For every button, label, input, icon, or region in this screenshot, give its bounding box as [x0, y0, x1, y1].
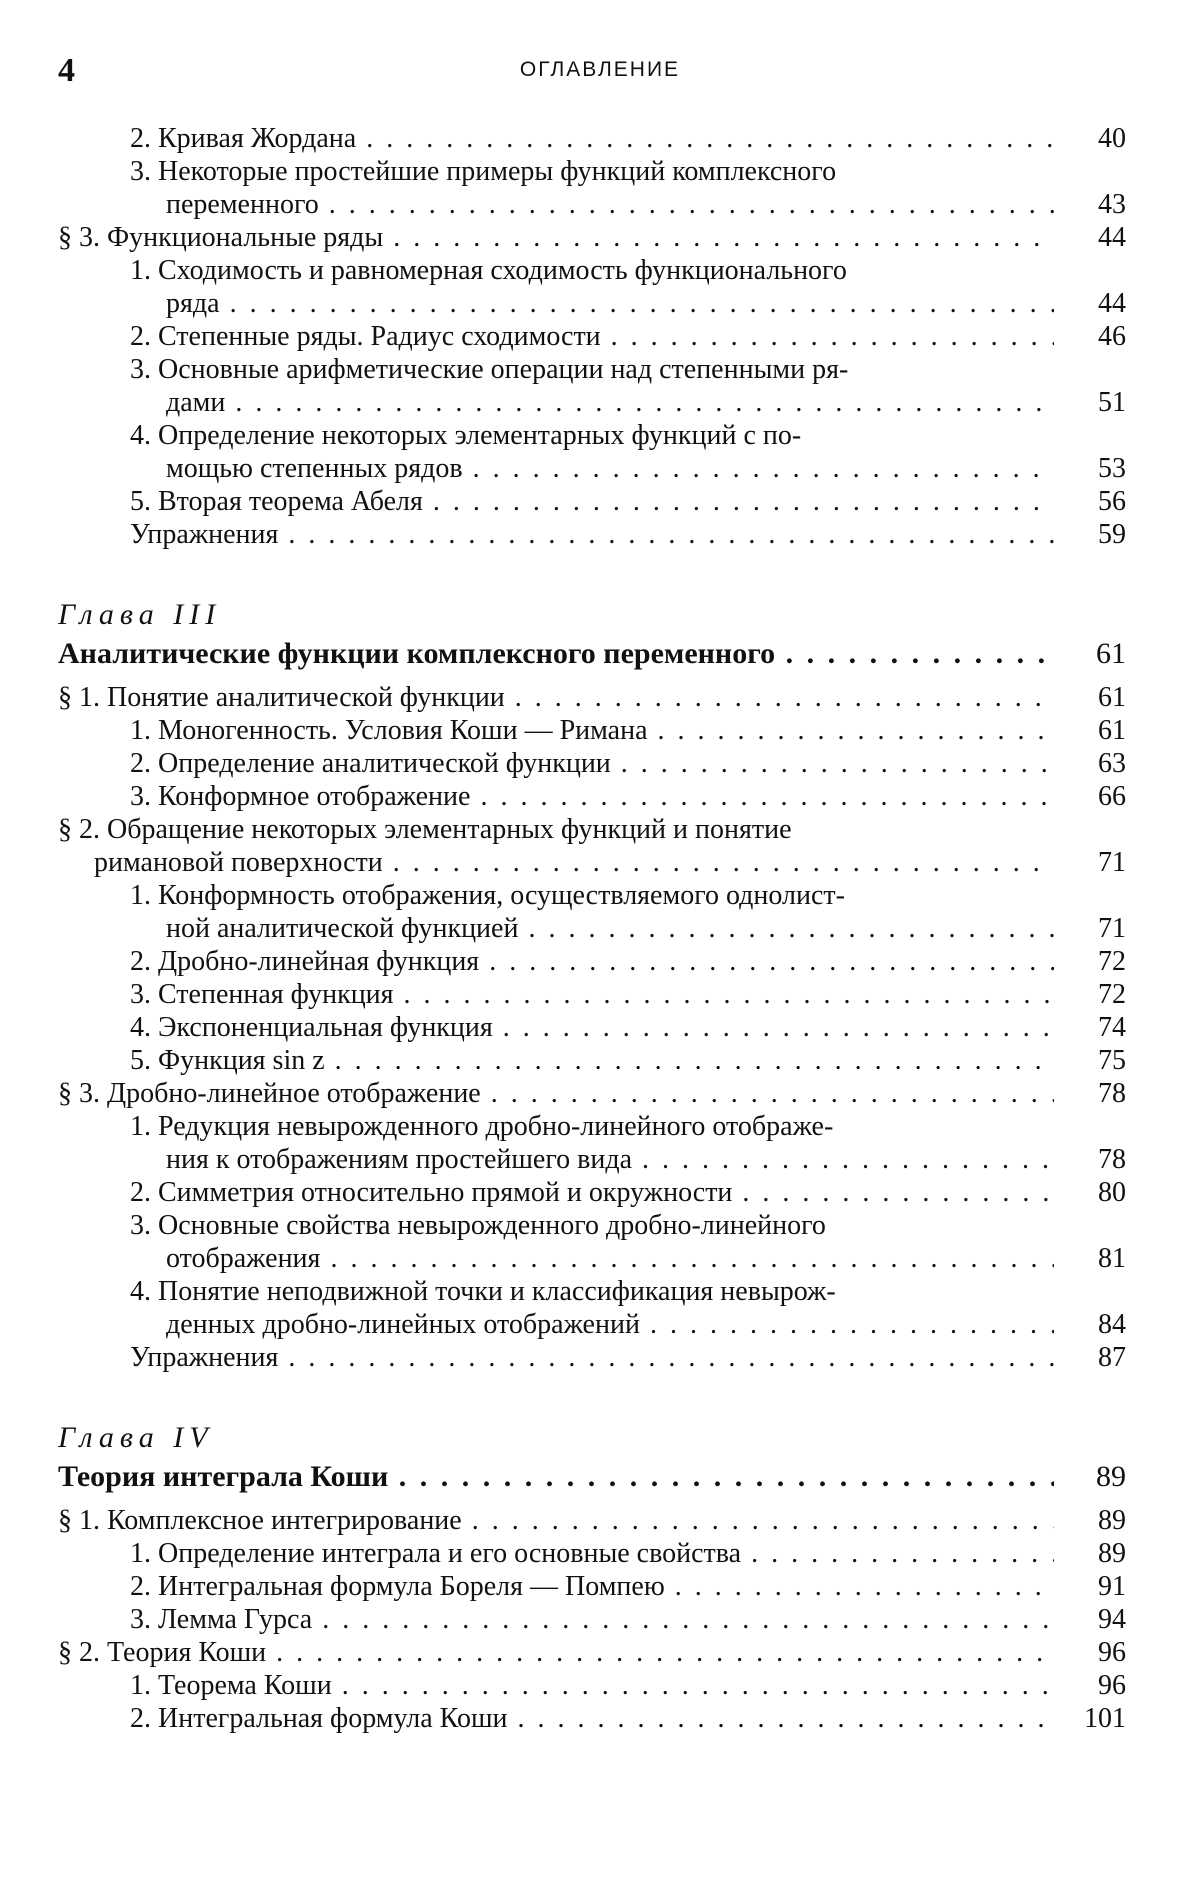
page-ref: 94	[1068, 1603, 1126, 1636]
entry-title: Определение интеграла и его основные свойства	[158, 1538, 742, 1569]
entry-number: 3.	[130, 354, 151, 385]
toc-subsection-entry	[58, 1537, 1126, 1570]
toc-subsection-entry	[58, 780, 1126, 813]
entry-title-line-2: римановой поверхности	[94, 847, 383, 878]
entry-text	[130, 254, 1054, 320]
entry-text	[130, 320, 1054, 353]
page-ref: 72	[1068, 978, 1126, 1011]
chapter-title	[58, 1458, 1126, 1496]
entry-title-line-1: Конформность отображения, осуществляемого однолист-	[158, 880, 845, 911]
entry-title-line-1: Определение некоторых элементарных функций с по-	[158, 420, 802, 451]
page-ref: 81	[1068, 1242, 1126, 1275]
entry-line	[130, 1176, 1054, 1209]
entry-text	[130, 1570, 1054, 1603]
entry-line-2	[58, 846, 1054, 879]
entry-text	[130, 978, 1054, 1011]
page-ref: 44	[1068, 287, 1126, 320]
entry-text	[130, 1044, 1054, 1077]
entry-number: 2.	[130, 1177, 151, 1208]
entry-title: Дробно-линейное отображение	[107, 1078, 481, 1109]
entry-title: Упражнения	[130, 519, 279, 550]
page-ref: 66	[1068, 780, 1126, 813]
toc-exercises-entry	[58, 518, 1126, 551]
entry-line-2	[130, 452, 1054, 485]
entry-number: 1.	[130, 715, 151, 746]
toc-section-entry	[58, 221, 1126, 254]
entry-line	[130, 1044, 1054, 1077]
entry-line	[130, 1011, 1054, 1044]
entry-number: § 3.	[58, 1078, 100, 1109]
entry-title: Аналитические функции комплексного переменного	[58, 637, 776, 670]
entry-title: Понятие аналитической функции	[107, 682, 505, 713]
toc-subsection-entry	[58, 1570, 1126, 1603]
toc-exercises-entry	[58, 1341, 1126, 1374]
entry-title: Моногенность. Условия Коши — Римана	[158, 715, 648, 746]
entry-title-line-1: Понятие неподвижной точки и классификация невырож-	[158, 1276, 836, 1307]
entry-text	[130, 419, 1054, 485]
entry-title-line-2: ния к отображениям простейшего вида	[166, 1144, 633, 1175]
page-ref: 40	[1068, 122, 1126, 155]
entry-line-1	[130, 155, 1054, 188]
page-ref: 78	[1068, 1143, 1126, 1176]
table-of-contents	[58, 122, 1126, 1735]
entry-line	[130, 1537, 1054, 1570]
page-header	[0, 52, 1200, 102]
entry-title: Кривая Жордана	[158, 123, 357, 154]
entry-number: 5.	[130, 1045, 151, 1076]
entry-text	[130, 122, 1054, 155]
entry-number: 3.	[130, 156, 151, 187]
entry-number: 1.	[130, 1111, 151, 1142]
page-ref: 101	[1068, 1702, 1126, 1735]
entry-title-line-2: дами	[166, 387, 226, 418]
toc-subsection-entry	[58, 945, 1126, 978]
entry-text	[130, 714, 1054, 747]
entry-title: Интегральная формула Бореля — Помпею	[158, 1571, 665, 1602]
chapter-spacer	[58, 551, 1126, 595]
entry-number: § 1.	[58, 682, 100, 713]
toc-subsection-entry	[58, 1669, 1126, 1702]
entry-text	[58, 1636, 1054, 1669]
entry-line-1	[130, 1275, 1054, 1308]
running-title: ОГЛАВЛЕНИЕ	[519, 58, 681, 81]
entry-line-1	[130, 419, 1054, 452]
entry-text	[130, 1011, 1054, 1044]
page-ref: 89	[1068, 1537, 1126, 1570]
entry-text	[58, 813, 1054, 879]
page-ref: 71	[1068, 912, 1126, 945]
entry-line	[130, 714, 1054, 747]
entry-line-1	[130, 353, 1054, 386]
entry-title-line-2: отображения	[166, 1243, 321, 1274]
entry-line	[130, 485, 1054, 518]
chapter-title	[58, 635, 1126, 673]
entry-text	[130, 1275, 1054, 1341]
entry-line	[130, 780, 1054, 813]
entry-line	[130, 1341, 1054, 1374]
toc-subsection-entry	[58, 485, 1126, 518]
entry-text	[58, 1504, 1054, 1537]
page-ref: 78	[1068, 1077, 1126, 1110]
page-ref: 61	[1068, 714, 1126, 747]
entry-number: 2.	[130, 946, 151, 977]
entry-title-line-1: Некоторые простейшие примеры функций комплексного	[158, 156, 837, 187]
entry-title: Симметрия относительно прямой и окружности	[158, 1177, 733, 1208]
toc-subsection-entry	[58, 714, 1126, 747]
entry-line-2	[130, 1308, 1054, 1341]
entry-line	[130, 1570, 1054, 1603]
entry-number: 3.	[130, 1210, 151, 1241]
entry-text	[130, 879, 1054, 945]
page-ref: 61	[1068, 635, 1126, 673]
entry-number: 1.	[130, 1670, 151, 1701]
entry-line	[130, 1702, 1054, 1735]
page-ref: 51	[1068, 386, 1126, 419]
toc-section-entry	[58, 813, 1126, 879]
entry-number: 2.	[130, 1703, 151, 1734]
page-ref: 96	[1068, 1669, 1126, 1702]
entry-title: Лемма Гурса	[158, 1604, 313, 1635]
entry-line-2	[130, 1242, 1054, 1275]
entry-line-1	[130, 254, 1054, 287]
toc-subsection-entry	[58, 1209, 1126, 1275]
entry-number: 3.	[130, 979, 151, 1010]
entry-line	[58, 635, 1054, 673]
entry-title: Теорема Коши	[158, 1670, 332, 1701]
entry-text	[58, 1077, 1054, 1110]
entry-text	[130, 945, 1054, 978]
entry-title-line-1: Основные свойства невырожденного дробно-линейного	[158, 1210, 826, 1241]
entry-number: 3.	[130, 781, 151, 812]
toc-subsection-entry	[58, 1011, 1126, 1044]
entry-number: 2.	[130, 321, 151, 352]
page-ref: 74	[1068, 1011, 1126, 1044]
page-ref: 46	[1068, 320, 1126, 353]
entry-line	[130, 320, 1054, 353]
entry-title: Теория Коши	[107, 1637, 267, 1668]
entry-number: 2.	[130, 1571, 151, 1602]
entry-line-2	[130, 188, 1054, 221]
toc-subsection-entry	[58, 419, 1126, 485]
entry-title: Функциональные ряды	[107, 222, 384, 253]
entry-title: Вторая теорема Абеля	[158, 486, 423, 517]
entry-text	[130, 485, 1054, 518]
entry-text	[130, 1537, 1054, 1570]
page-ref: 89	[1068, 1504, 1126, 1537]
entry-text	[58, 681, 1054, 714]
chapter-label: Глава III	[58, 598, 222, 631]
entry-number: § 1.	[58, 1505, 100, 1536]
entry-line	[130, 978, 1054, 1011]
entry-number: 4.	[130, 1276, 151, 1307]
page-ref: 56	[1068, 485, 1126, 518]
entry-title: Комплексное интегрирование	[107, 1505, 462, 1536]
entry-title: Функция sin z	[158, 1045, 325, 1076]
toc-subsection-entry	[58, 879, 1126, 945]
entry-text	[130, 1702, 1054, 1735]
entry-number: 3.	[130, 1604, 151, 1635]
page-number: 4	[58, 52, 75, 89]
toc-subsection-entry	[58, 1110, 1126, 1176]
entry-number: 1.	[130, 880, 151, 911]
page-ref: 44	[1068, 221, 1126, 254]
entry-title-line-2: ной аналитической функцией	[166, 913, 519, 944]
toc-subsection-entry	[58, 122, 1126, 155]
page-ref: 96	[1068, 1636, 1126, 1669]
entry-number: § 3.	[58, 222, 100, 253]
entry-line-2	[130, 287, 1054, 320]
entry-text	[130, 1341, 1054, 1374]
entry-number: 4.	[130, 420, 151, 451]
entry-number: § 2.	[58, 1637, 100, 1668]
entry-line-2	[130, 386, 1054, 419]
page-ref: 72	[1068, 945, 1126, 978]
entry-line	[58, 681, 1054, 714]
entry-title: Степенная функция	[158, 979, 394, 1010]
entry-text	[130, 1110, 1054, 1176]
page-ref: 63	[1068, 747, 1126, 780]
entry-line	[130, 945, 1054, 978]
entry-line	[130, 747, 1054, 780]
toc-subsection-entry	[58, 353, 1126, 419]
toc-subsection-entry	[58, 1603, 1126, 1636]
entry-title: Интегральная формула Коши	[158, 1703, 508, 1734]
entry-title-line-1: Редукция невырожденного дробно-линейного отображе-	[158, 1111, 834, 1142]
page-ref: 59	[1068, 518, 1126, 551]
entry-text	[130, 1669, 1054, 1702]
entry-text	[130, 155, 1054, 221]
page-ref: 84	[1068, 1308, 1126, 1341]
page-ref: 43	[1068, 188, 1126, 221]
entry-title-line-2: денных дробно-линейных отображений	[166, 1309, 640, 1340]
entry-title: Упражнения	[130, 1342, 279, 1373]
entry-line-2	[130, 912, 1054, 945]
entry-line	[130, 1669, 1054, 1702]
entry-text	[130, 353, 1054, 419]
entry-line-1	[130, 1110, 1054, 1143]
entry-number: § 2.	[58, 814, 100, 845]
entry-line-1	[58, 813, 1054, 846]
entry-line-1	[130, 1209, 1054, 1242]
entry-text	[58, 1458, 1054, 1496]
toc-section-entry	[58, 1636, 1126, 1669]
toc-subsection-entry	[58, 747, 1126, 780]
entry-title: Конформное отображение	[158, 781, 471, 812]
toc-subsection-entry	[58, 155, 1126, 221]
entry-title: Степенные ряды. Радиус сходимости	[158, 321, 601, 352]
entry-line	[130, 122, 1054, 155]
toc-subsection-entry	[58, 320, 1126, 353]
entry-title: Дробно-линейная функция	[158, 946, 480, 977]
entry-title-line-2: ряда	[166, 288, 220, 319]
entry-text	[130, 747, 1054, 780]
entry-line	[58, 1636, 1054, 1669]
entry-line-1	[130, 879, 1054, 912]
entry-text	[130, 1176, 1054, 1209]
entry-number: 4.	[130, 1012, 151, 1043]
entry-number: 2.	[130, 748, 151, 779]
toc-section-entry	[58, 1077, 1126, 1110]
entry-text	[58, 635, 1054, 673]
entry-text	[130, 1209, 1054, 1275]
entry-text	[130, 780, 1054, 813]
page-ref: 87	[1068, 1341, 1126, 1374]
entry-title-line-2: переменного	[166, 189, 319, 220]
entry-title: Определение аналитической функции	[158, 748, 611, 779]
toc-subsection-entry	[58, 254, 1126, 320]
toc-section-entry	[58, 1504, 1126, 1537]
page-ref: 80	[1068, 1176, 1126, 1209]
entry-line	[130, 1603, 1054, 1636]
entry-number: 2.	[130, 123, 151, 154]
page-ref: 61	[1068, 681, 1126, 714]
entry-number: 1.	[130, 1538, 151, 1569]
entry-title: Экспоненциальная функция	[158, 1012, 493, 1043]
page-ref: 53	[1068, 452, 1126, 485]
entry-title-line-2: мощью степенных рядов	[166, 453, 463, 484]
entry-text	[130, 518, 1054, 551]
entry-line	[58, 1077, 1054, 1110]
toc-subsection-entry	[58, 1176, 1126, 1209]
page-ref: 89	[1068, 1458, 1126, 1496]
section-spacer	[58, 1496, 1126, 1504]
toc-subsection-entry	[58, 1044, 1126, 1077]
toc-subsection-entry	[58, 1275, 1126, 1341]
toc-subsection-entry	[58, 978, 1126, 1011]
entry-title-line-1: Сходимость и равномерная сходимость функционального	[158, 255, 847, 286]
entry-line	[58, 221, 1054, 254]
entry-line	[58, 1504, 1054, 1537]
entry-title-line-1: Обращение некоторых элементарных функций и понятие	[107, 814, 792, 845]
section-spacer	[58, 673, 1126, 681]
page-ref: 71	[1068, 846, 1126, 879]
page-ref: 75	[1068, 1044, 1126, 1077]
entry-text	[58, 221, 1054, 254]
chapter-spacer	[58, 1374, 1126, 1418]
entry-number: 1.	[130, 255, 151, 286]
entry-title-line-1: Основные арифметические операции над степенными ря-	[158, 354, 849, 385]
entry-title: Теория интеграла Коши	[58, 1460, 389, 1493]
page-ref: 91	[1068, 1570, 1126, 1603]
entry-text	[130, 1603, 1054, 1636]
chapter-label: Глава IV	[58, 1421, 214, 1454]
entry-number: 5.	[130, 486, 151, 517]
toc-section-entry	[58, 681, 1126, 714]
entry-line-2	[130, 1143, 1054, 1176]
toc-subsection-entry	[58, 1702, 1126, 1735]
entry-line	[130, 518, 1054, 551]
entry-line	[58, 1458, 1054, 1496]
